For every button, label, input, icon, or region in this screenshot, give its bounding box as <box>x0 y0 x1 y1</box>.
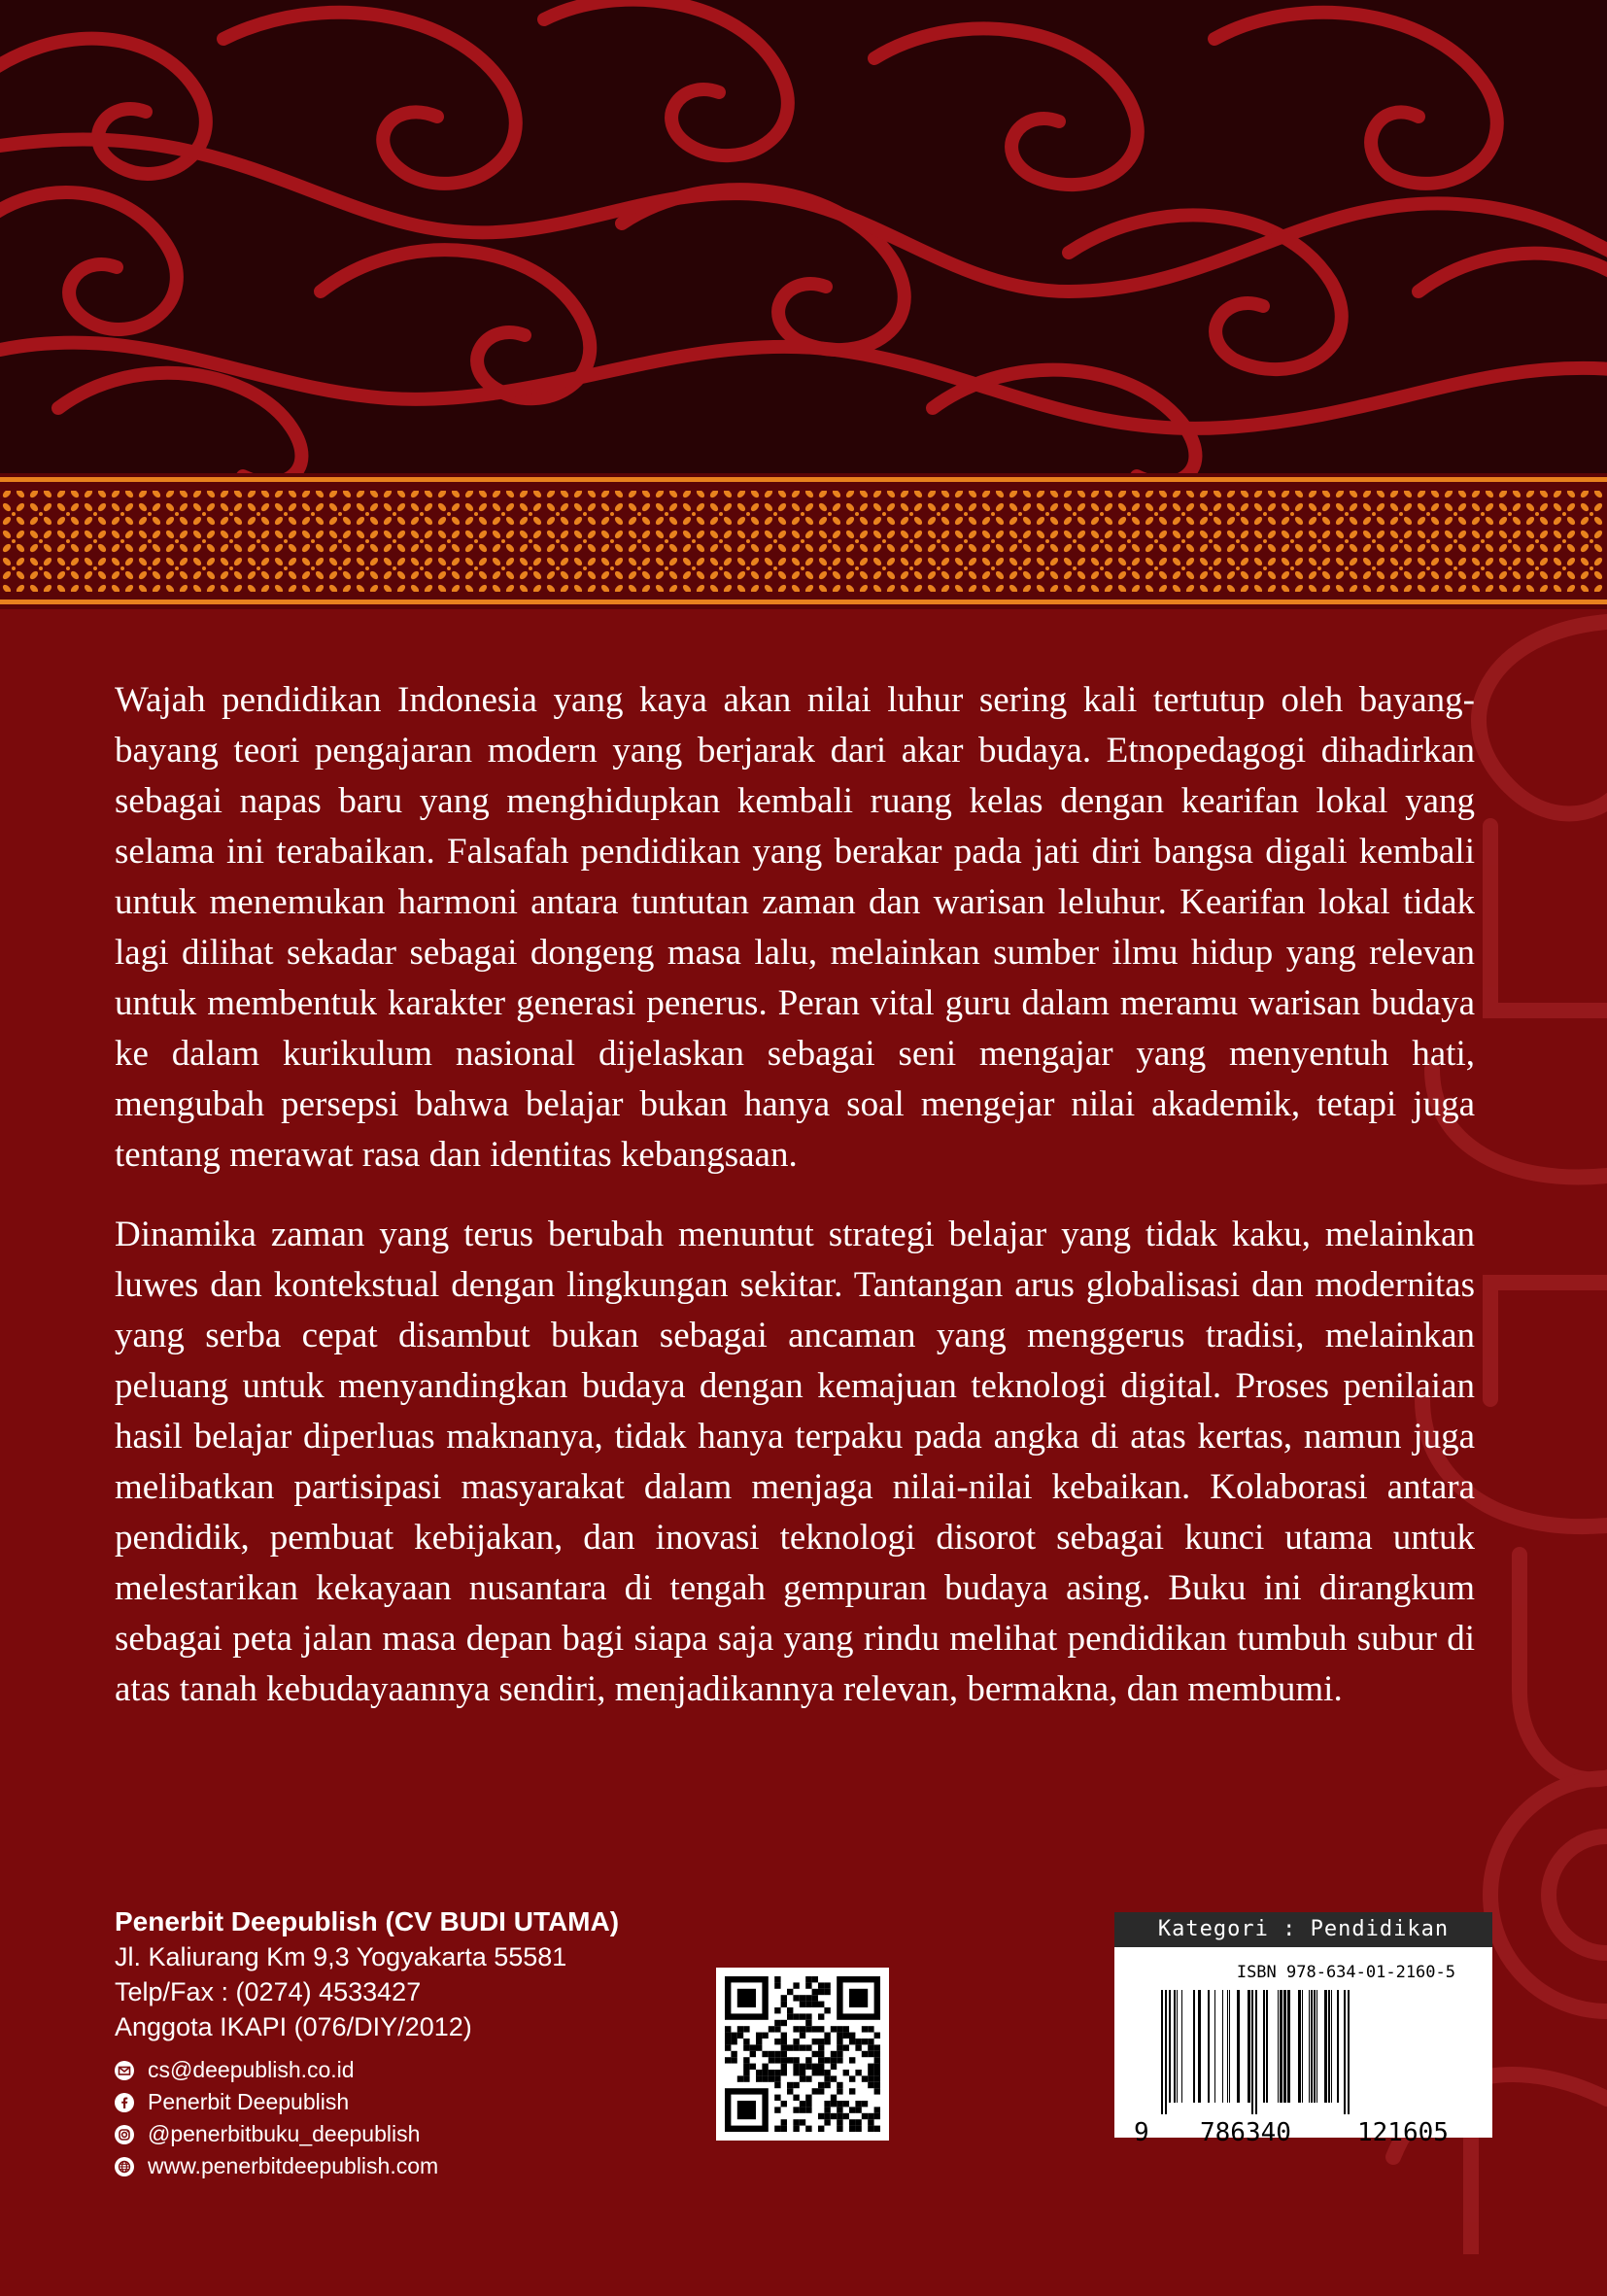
contact-website[interactable] <box>115 2150 619 2182</box>
contact-email-text: cs@deepublish.co.id <box>148 2057 355 2082</box>
publisher-info <box>115 1904 619 2182</box>
contact-email[interactable] <box>115 2054 619 2086</box>
isbn-number: ISBN 978-634-01-2160-5 <box>1236 1963 1455 1982</box>
globe-icon <box>115 2157 134 2176</box>
qr-code[interactable] <box>716 1968 889 2141</box>
blurb-paragraph-1: Wajah pendidikan Indonesia yang kaya akan nilai luhur sering kali tertutup oleh bayang-bayang teori pengajaran modern yang berjarak dari akar budaya. Etnopedagogi dihadirkan sebagai napas baru yang menghidupkan kembali ruang kelas dengan kearifan lokal yang selama ini terabaikan. Falsafah pendidikan yang berakar pada jati diri bangsa digali kembali untuk menemukan harmoni antara tuntutan zaman dan warisan leluhur. Kearifan lokal tidak lagi dilihat sekadar sebagai dongeng masa lalu, melainkan sumber ilmu hidup yang relevan untuk membentuk karakter generasi penerus. Peran vital guru dalam meramu warisan budaya ke dalam kurikulum nasional dijelaskan sebagai seni mengajar yang menyentuh hati, mengubah persepsi bahwa belajar bukan hanya soal mengejar nilai akademik, tetapi juga tentang merawat rasa dan identitas kebangsaan. <box>115 680 1475 1175</box>
mail-icon <box>115 2061 134 2080</box>
isbn-barcode-box <box>1114 1912 1492 2147</box>
publisher-phone: Telp/Fax : (0274) 4533427 <box>115 1977 422 2006</box>
contact-instagram[interactable] <box>115 2118 619 2150</box>
category-label: Kategori : Pendidikan <box>1114 1912 1492 1947</box>
publisher-contacts <box>115 2054 619 2182</box>
publisher-address: Jl. Kaliurang Km 9,3 Yogyakarta 55581 <box>115 1942 567 1971</box>
contact-facebook[interactable] <box>115 2086 619 2118</box>
publisher-name: Penerbit Deepublish (CV BUDI UTAMA) <box>115 1906 620 1936</box>
contact-website-text: www.penerbitdeepublish.com <box>148 2153 439 2178</box>
batik-ornament-border <box>0 473 1607 609</box>
megamendung-cloud-pattern <box>0 0 1607 473</box>
barcode-digit-group-2: 121605 <box>1357 2118 1449 2147</box>
barcode-digit-group-1: 786340 <box>1200 2118 1291 2147</box>
barcode-bars <box>1153 1990 1454 2114</box>
contact-instagram-text: @penerbitbuku_deepublish <box>148 2121 421 2146</box>
publisher-membership: Anggota IKAPI (076/DIY/2012) <box>115 2012 472 2041</box>
contact-facebook-text: Penerbit Deepublish <box>148 2089 350 2114</box>
blurb-text <box>115 675 1475 1744</box>
blurb-paragraph-2: Dinamika zaman yang terus berubah menuntut strategi belajar yang tidak kaku, melainkan luwes dan kontekstual dengan lingkungan sekitar. Tantangan arus globalisasi dan modernitas yang serba cepat disambut bukan sebagai ancaman yang menggerus tradisi, melainkan peluang untuk menyandingkan budaya dengan kemajuan teknologi digital. Proses penilaian hasil belajar diperluas maknanya, tidak hanya terpaku pada angka di atas kertas, namun juga melibatkan partisipasi masyarakat dalam menjaga nilai-nilai kebaikan. Kolaborasi antara pendidik, pembuat kebijakan, dan inovasi teknologi disorot sebagai kunci utama untuk melestarikan kekayaan nusantara di tengah gempuran budaya asing. Buku ini dirangkum sebagai peta jalan masa depan bagi siapa saja yang rindu melihat pendidikan tumbuh subur di atas tanah kebudayaannya sendiri, menjadikannya relevan, bermakna, dan membumi. <box>115 1215 1475 1709</box>
instagram-icon <box>115 2125 134 2144</box>
barcode-digit-lead: 9 <box>1134 2118 1149 2147</box>
facebook-icon <box>115 2093 134 2112</box>
